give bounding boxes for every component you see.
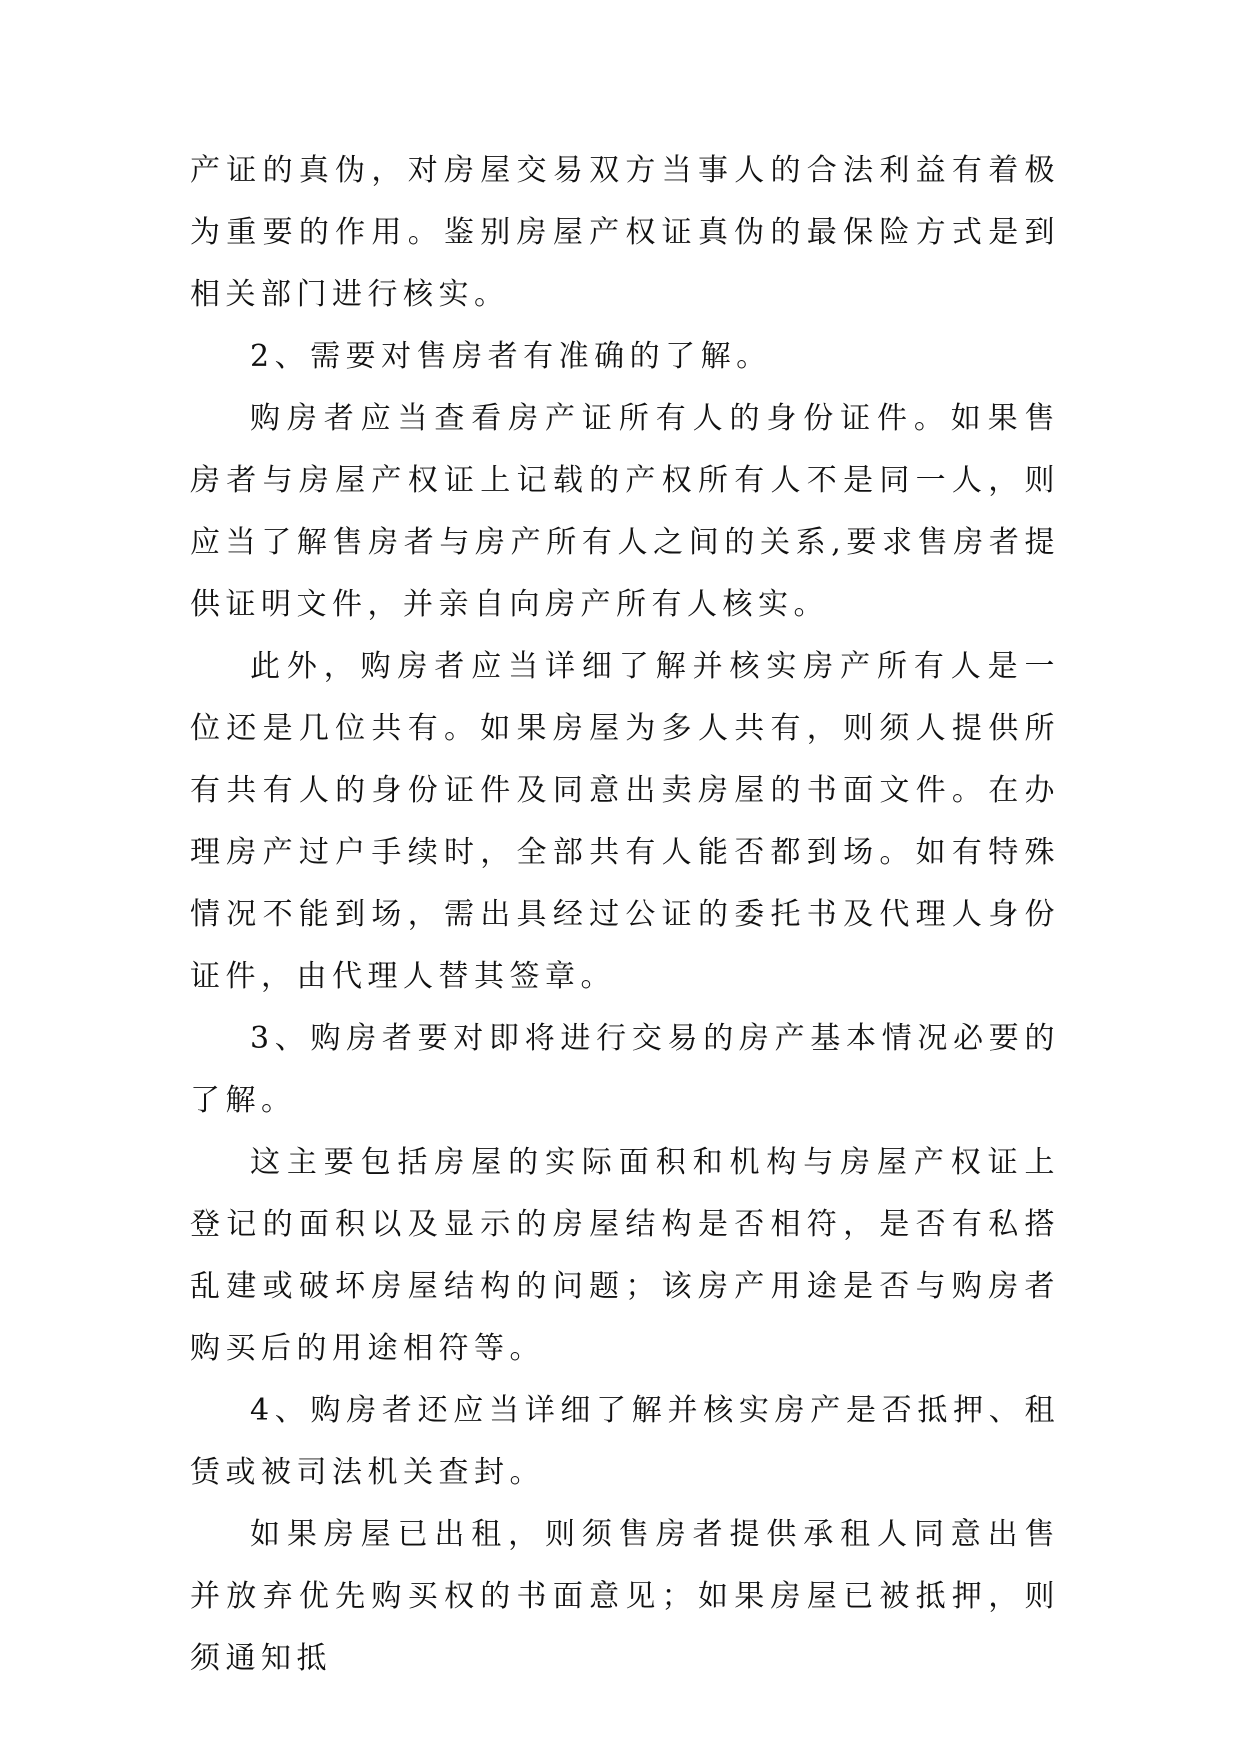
paragraph-5-heading: 3、购房者要对即将进行交易的房产基本情况必要的了解。 <box>190 1021 1060 1118</box>
document-page <box>190 140 1060 1690</box>
paragraph-4: 此外，购房者应当详细了解并核实房产所有人是一位还是几位共有。如果房屋为多人共有，则须人提供所有共有人的身份证件及同意出卖房屋的书面文件。在办理房产过户手续时，全部共有人能否都到场。如有特殊情况不能到场，需出具经过公证的委托书及代理人身份证件，由代理人替其签章。 <box>190 649 1060 994</box>
paragraph-8: 如果房屋已出租，则须售房者提供承租人同意出售并放弃优先购买权的书面意见；如果房屋已被抵押，则须通知抵 <box>190 1517 1060 1676</box>
paragraph-2-heading: 2、需要对售房者有准确的了解。 <box>250 339 772 374</box>
paragraph-1: 产证的真伪，对房屋交易双方当事人的合法利益有着极为重要的作用。鉴别房屋产权证真伪的最保险方式是到相关部门进行核实。 <box>190 153 1060 312</box>
paragraph-7-heading: 4、购房者还应当详细了解并核实房产是否抵押、租赁或被司法机关查封。 <box>190 1393 1060 1490</box>
paragraph-3: 购房者应当查看房产证所有人的身份证件。如果售房者与房屋产权证上记载的产权所有人不是同一人，则应当了解售房者与房产所有人之间的关系,要求售房者提供证明文件，并亲自向房产所有人核实。 <box>190 401 1060 622</box>
paragraph-6: 这主要包括房屋的实际面积和机构与房屋产权证上登记的面积以及显示的房屋结构是否相符，是否有私搭乱建或破坏房屋结构的问题；该房产用途是否与购房者购买后的用途相符等。 <box>190 1145 1060 1366</box>
